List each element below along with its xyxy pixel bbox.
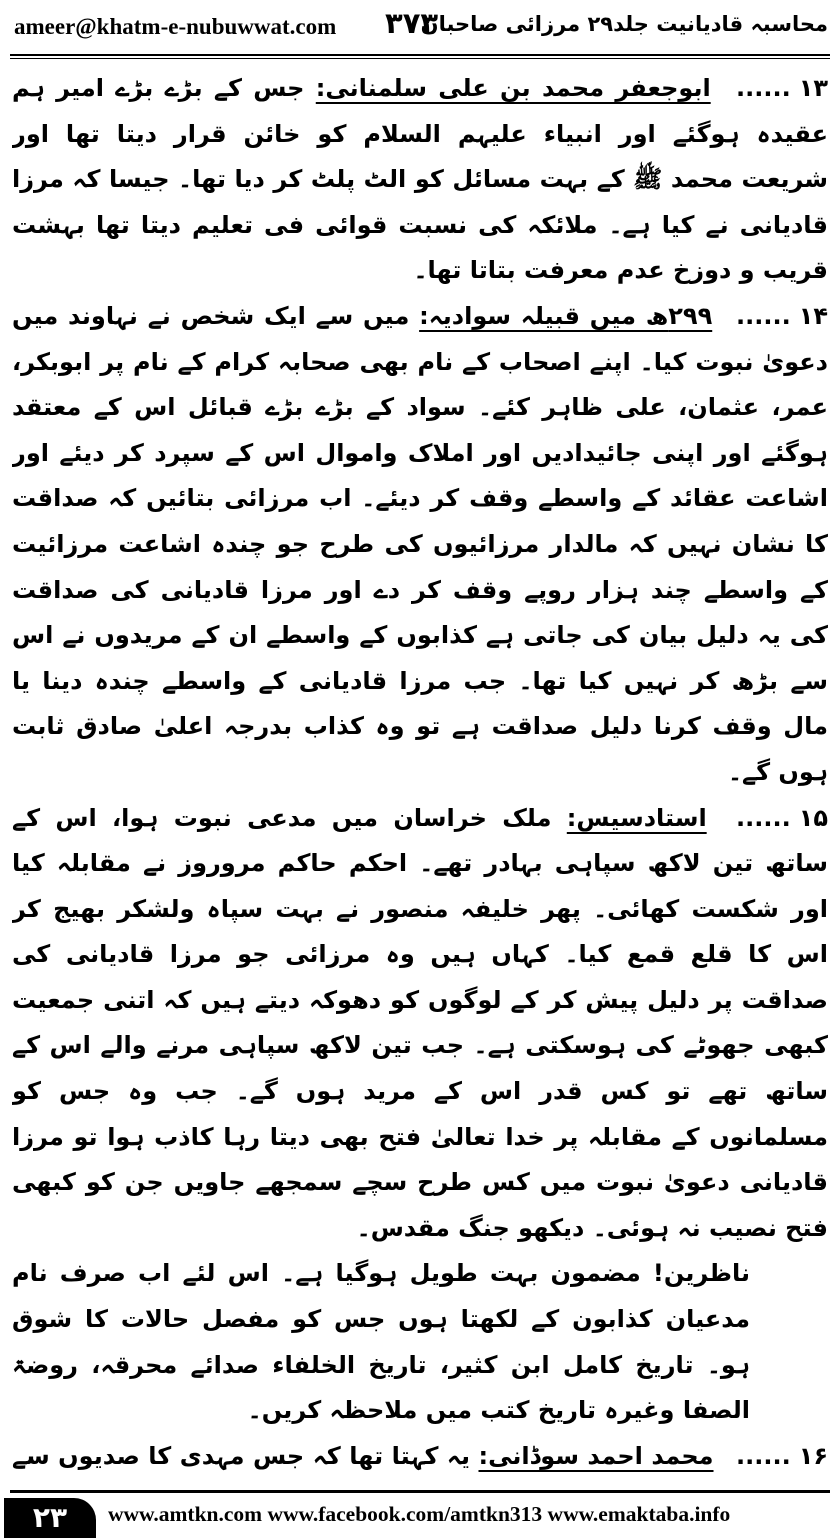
entry-dots: ......	[736, 1441, 791, 1470]
entry-dots: ......	[736, 74, 791, 102]
entry-dots: ......	[736, 803, 791, 832]
header-rule-thin	[10, 58, 830, 59]
entry-term: ابوجعفر محمد بن علی سلمنانی:	[315, 74, 711, 102]
entry-13	[12, 66, 828, 294]
entry-number: ۱۳	[798, 74, 828, 102]
entry-text: ملک خراسان میں مدعی نبوت ہوا، اس کے ساتھ تین لاکھ سپاہی بہادر تھے۔ احکم حاکم مروروز نے مقابلہ کیا اور شکست کھائی۔ پھر خلیفہ منصور نے بہت سپاہ ولشکر بھیج کر اس کا قلع قمع کیا۔ کہاں ہیں وہ مرزائی جو مرزا قادیانی کی صداقت پر دلیل پیش کر کے لوگوں کو دھوکہ دیتے ہیں کہ اتنی جمعیت کبھی جھوٹے کی ہوسکتی ہے۔ جب تین لاکھ سپاہی مرنے والے اس کے ساتھ تھے تو کس قدر اس کے مرید ہوں گے۔ جب وہ جس کو مسلمانوں کے مقابلہ پر خدا تعالیٰ فتح بھی دیتا رہا کاذب ہوا تو مرزا قادیانی دعویٰ نبوت میں کس طرح سچے سمجھے جاویں جن کو کبھی فتح نصیب نہ ہوئی۔ دیکھو جنگ مقدس۔	[12, 803, 828, 1242]
entry-15	[12, 796, 828, 1252]
entry-term: ۲۹۹ھ میں قبیلہ سوادیہ:	[419, 301, 713, 330]
entry-text: میں سے ایک شخص نے نہاوند میں دعویٰ نبوت کیا۔ اپنے اصحاب کے نام بھی صحابہ کرام کے نام پر ابوبکر، عمر، عثمان، علی ظاہر کئے۔ سواد کے بڑے بڑے قبائل اس کے معتقد ہوگئے اور اپنی جائیدادیں اور املاک واموال اس کے سپرد کر دیئے اور اشاعت عقائد کے واسطے وقف کر دیئے۔ اب مرزائی بتائیں کہ صداقت کا نشان نہیں کہ مالدار مرزائیوں کی طرح جو چندہ اشاعت مرزائیت کے واسطے چند ہزار روپے وقف کر دے اور مرزا قادیانی کی صداقت کی یہ دلیل بیان کی جاتی ہے کذابوں کے واسطے ان کے مریدوں نے اس سے بڑھ کر نہیں کیا تھا۔ جب مرزا قادیانی کے واسطے چندہ دینا یا مال وقف کرنا دلیل صداقت ہے تو وہ کذاب بدرجہ اعلیٰ صادق ثابت ہوں گے۔	[12, 301, 828, 786]
footer-links: www.amtkn.com www.facebook.com/amtkn313 www.emaktaba.info	[108, 1502, 731, 1526]
header-page-number: ۳۷۳	[385, 6, 439, 40]
page-body	[12, 66, 828, 1476]
entry-dots: ......	[736, 301, 791, 330]
footer-page-number: ۲۳	[4, 1498, 96, 1538]
entry-number: ۱۵	[798, 803, 828, 832]
header-running-title: محاسبہ قادیانیت جلد۲۹ مرزائی صاحبان	[420, 12, 828, 36]
footer-rule	[10, 1490, 830, 1493]
entry-16	[12, 1434, 828, 1476]
header-rule	[10, 54, 830, 56]
entry-number: ۱۶	[798, 1441, 828, 1470]
header-email: ameer@khatm-e-nubuwwat.com	[14, 14, 337, 39]
page-footer	[0, 1484, 840, 1540]
readers-note: ناظرین! مضمون بہت طویل ہوگیا ہے۔ اس لئے اب صرف نام مدعیان کذابون کے لکھتا ہوں جس کو مفصل حالات کا شوق ہو۔ تاریخ کامل ابن کثیر، تاریخ الخلفاء صدائے محرقہ، روضۃ الصفا وغیرہ تاریخ کتب میں ملاحظہ کریں۔	[12, 1259, 750, 1425]
entry-text: جس کے بڑے بڑے امیر ہم عقیدہ ہوگئے اور انبیاء علیہم السلام کو خائن قرار دیتا تھا اور شریعت محمد ﷺ کے بہت مسائل کو الٹ پلٹ کر دیا تھا۔ جیسا کہ مرزا قادیانی نے کیا ہے۔ ملائکہ کی نسبت قوائی فی تعلیم دیتا تھا بہشت قریب و دوزخ عدم معرفت بتاتا تھا۔	[12, 74, 828, 285]
entry-text: یہ کہتا تھا کہ جس مہدی کا صدیوں سے	[12, 1441, 470, 1470]
entry-14	[12, 294, 828, 796]
entry-term: استادسیس:	[566, 803, 707, 832]
entry-term: محمد احمد سوڈانی:	[478, 1441, 714, 1470]
entry-number: ۱۴	[798, 301, 828, 330]
page-header	[0, 0, 840, 58]
